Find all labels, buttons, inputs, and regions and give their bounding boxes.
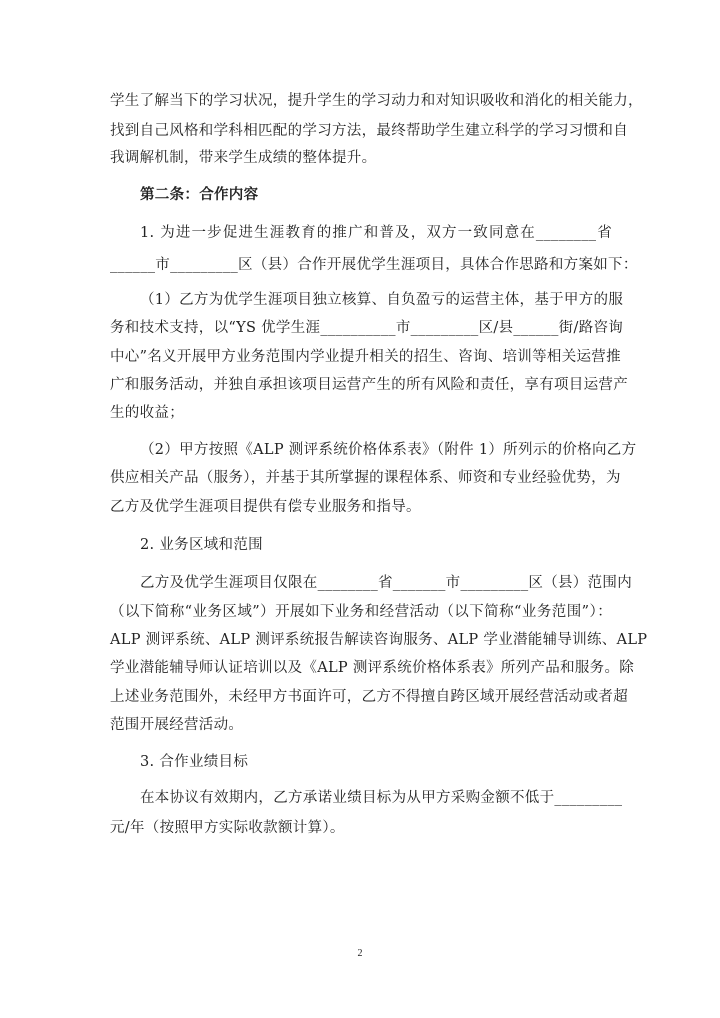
body-text-line: 学业潜能辅导师认证培训以及《ALP 测评系统价格体系表》所列产品和服务。除 — [110, 660, 635, 676]
body-text-line: ALP 测评系统、ALP 测评系统报告解读咨询服务、ALP 学业潜能辅导训练、ALP — [110, 632, 648, 648]
body-text-line: 我调解机制，带来学生成绩的整体提升。 — [110, 150, 377, 166]
body-text-line: 在本协议有效期内，乙方承诺业绩目标为从甲方采购金额不低于_________ — [140, 790, 623, 806]
body-text-line: ______市_________区（县）合作开展优学生涯项目，具体合作思路和方案如下： — [110, 257, 638, 273]
body-text-line: （以下简称“业务区域”）开展如下业务和经营活动（以下简称“业务范围”）： — [110, 604, 612, 620]
body-text-line: 乙方及优学生涯项目仅限在________省_______市_________区（县）范围内 — [140, 575, 632, 591]
body-text-line: 中心”名义开展甲方业务范围内学业提升相关的招生、咨询、培训等相关运营推 — [110, 349, 621, 365]
body-text-line: 供应相关产品（服务），并基于其所掌握的课程体系、师资和专业经验优势，为 — [110, 470, 621, 486]
body-text-line: 上述业务范围外，未经甲方书面许可，乙方不得擅自跨区域开展经营活动或者超 — [110, 689, 628, 705]
section-heading: 3. 合作业绩目标 — [140, 754, 249, 770]
body-text-line: 务和技术支持，以“YS 优学生涯__________市_________区/县______街/路咨询 — [110, 320, 624, 336]
body-text-line: 1. 为进一步促进生涯教育的推广和普及，双方一致同意在________省 — [140, 225, 612, 241]
body-text-line: 学生了解当下的学习状况，提升学生的学习动力和对知识吸收和消化的相关能力， — [110, 93, 643, 109]
body-text-line: （1）乙方为优学生涯项目独立核算、自负盈亏的运营主体，基于甲方的服 — [140, 292, 624, 308]
body-text-line: （2）甲方按照《ALP 测评系统价格体系表》（附件 1）所列示的价格向乙方 — [140, 442, 637, 458]
body-text-line: 元/年（按照甲方实际收款额计算）。 — [110, 820, 345, 836]
section-heading: 2. 业务区域和范围 — [140, 537, 263, 553]
body-text-line: 范围开展经营活动。 — [110, 717, 244, 733]
body-text-line: 广和服务活动，并独自承担该项目运营产生的所有风险和责任，享有项目运营产 — [110, 377, 628, 393]
page-number: 2 — [357, 948, 363, 959]
body-text-line: 生的收益； — [110, 405, 184, 421]
body-text-line: 找到自己风格和学科相匹配的学习方法，最终帮助学生建立科学的学习习惯和自 — [110, 123, 628, 139]
body-text-line: 乙方及优学生涯项目提供有偿专业服务和指导。 — [110, 499, 421, 515]
article-heading: 第二条：合作内容 — [140, 186, 259, 203]
